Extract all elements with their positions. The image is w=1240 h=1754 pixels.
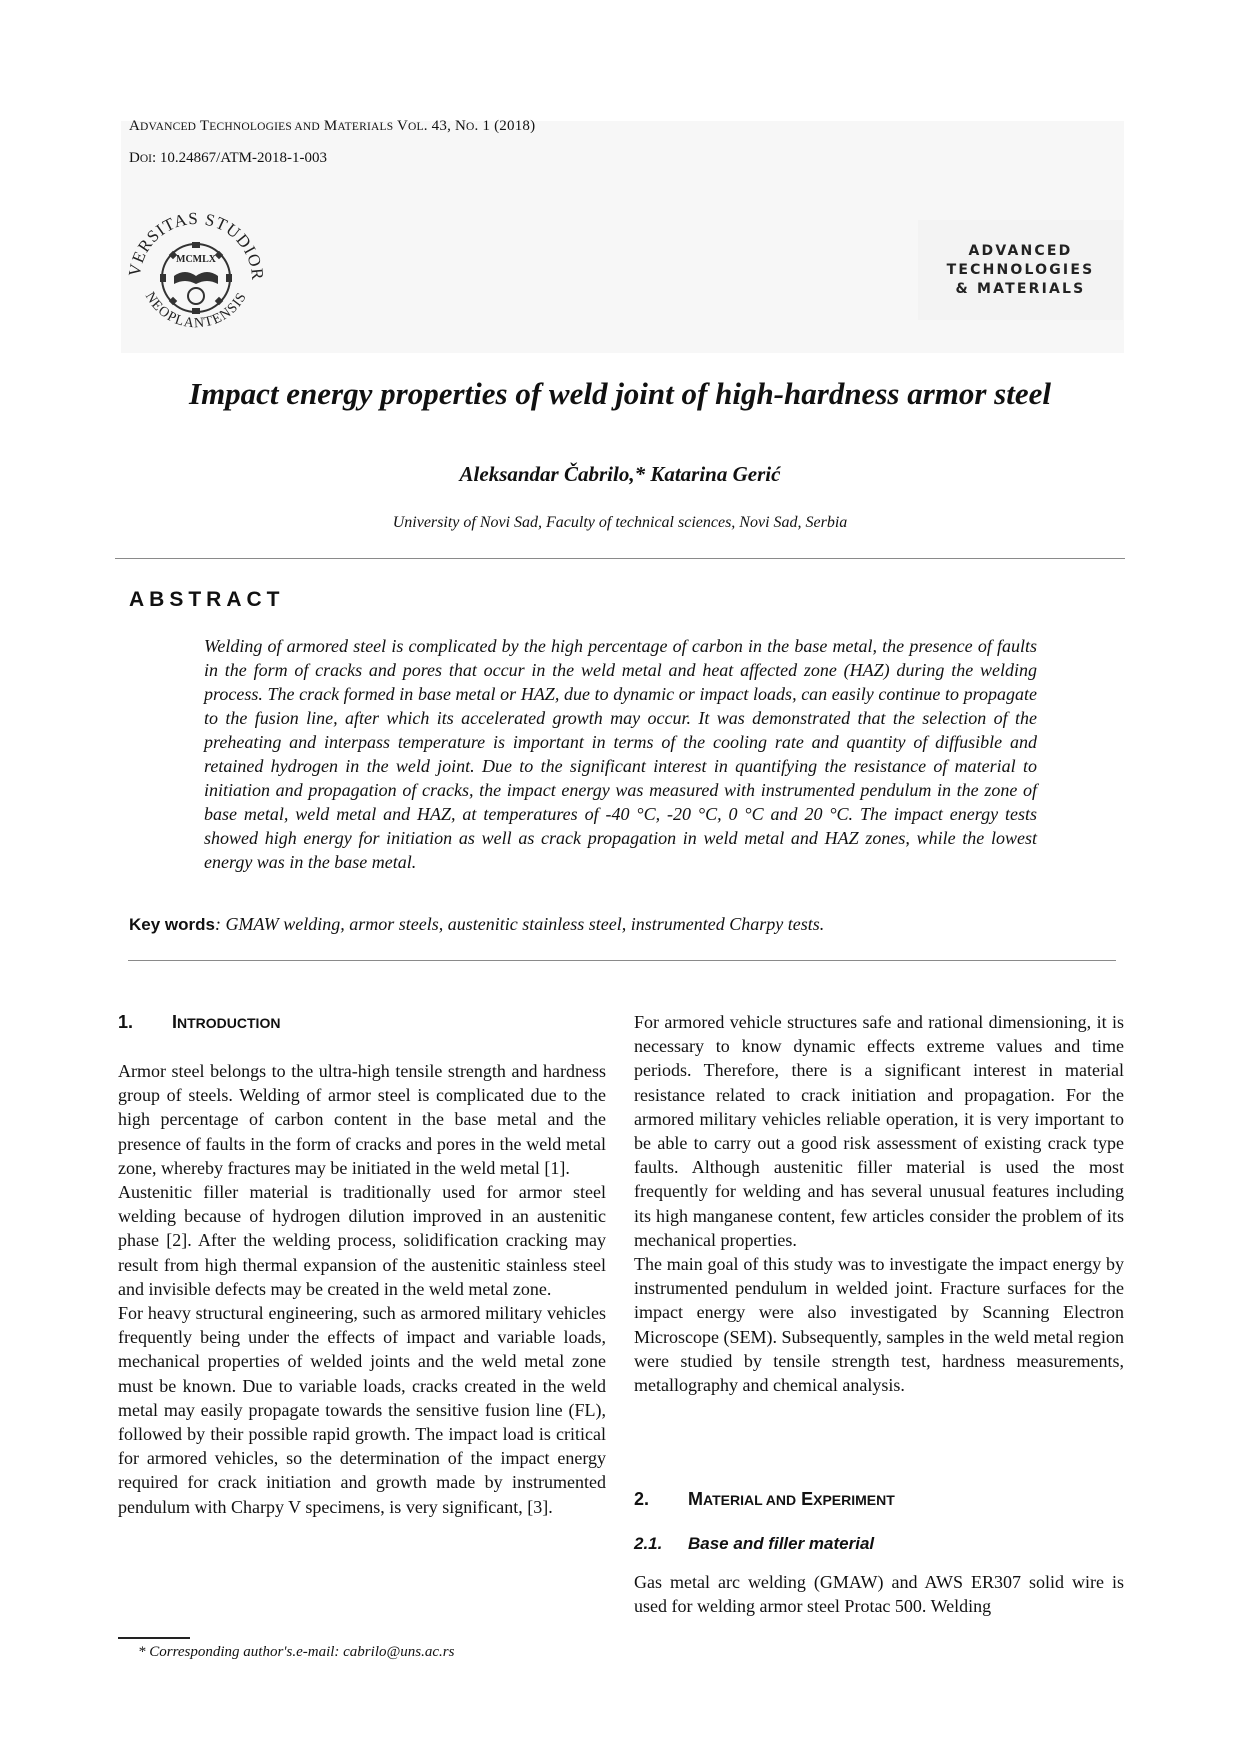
left-column xyxy=(118,1059,606,1519)
paragraph: The main goal of this study was to investigate the impact energy by instrumented pendulum in welded joint. Fracture surfaces for the impact energy were also investigated by Scanning Electron Microscope (SEM). Subsequently, samples in the weld metal region were studied by tensile strength test, hardness measurements, metallography and chemical analysis. xyxy=(634,1254,1124,1396)
paragraph: For armored vehicle structures safe and rational dimensioning, it is necessary to know dynamic effects extreme values and time periods. Therefore, there is a significant interest in material resistance related to crack initiation and propagation. For the armored military vehicles reliable operation, it is very important to be able to carry out a good risk assessment of existing crack type faults. Although austenitic filler material is used the most frequently for welding and has several unusual features including its high manganese content, few articles consider the problem of its mechanical properties. xyxy=(634,1012,1124,1250)
keywords-list: : GMAW welding, armor steels, austenitic stainless steel, instrumented Charpy tests. xyxy=(214,914,825,934)
paragraph: Armor steel belongs to the ultra-high tensile strength and hardness group of steels. Welding of armor steel is complicated due to the high percentage of carbon content in the base metal and the presence of faults in the form of cracks and pores in the weld metal zone, whereby fractures may be initiated in the weld metal [1]. xyxy=(118,1061,606,1178)
section-title: I xyxy=(172,1012,178,1032)
journal-citation xyxy=(129,118,535,135)
footnote-rule xyxy=(118,1637,190,1639)
right-column-continued xyxy=(634,1570,1124,1618)
section-number: 2. xyxy=(634,1489,650,1509)
doi-value: : 10.24867/ATM-2018-1-003 xyxy=(151,150,327,166)
abstract-heading: ABSTRACT xyxy=(129,588,285,611)
divider xyxy=(128,960,1116,961)
article-title: Impact energy properties of weld joint of high-hardness armor steel xyxy=(189,376,1051,411)
journal-word: A xyxy=(129,118,141,134)
footnote: * Corresponding author's.e-mail: cabrilo@uns.ac.rs xyxy=(138,1644,455,1660)
journal-word: T xyxy=(199,118,210,134)
logo-line: & MATERIALS xyxy=(955,280,1086,297)
seal-year: MCMLX xyxy=(176,254,216,265)
paragraph: Gas metal arc welding (GMAW) and AWS ER307 solid wire is used for welding armor steel Protac 500. Welding xyxy=(634,1572,1124,1617)
section-heading-material xyxy=(634,1489,895,1510)
journal-issue: . 1 (2018) xyxy=(474,118,536,134)
doi-label: OI xyxy=(139,153,152,165)
keywords xyxy=(129,914,1129,935)
journal-volume: . 43, xyxy=(423,118,455,134)
section-number: 1. xyxy=(118,1012,134,1032)
section-title: NTRODUCTION xyxy=(177,1015,281,1031)
journal-word: OL xyxy=(408,121,424,133)
logo-line: TECHNOLOGIES xyxy=(946,261,1095,278)
journal-word: ATERIALS xyxy=(337,121,394,133)
doi xyxy=(129,150,327,167)
subsection-number: 2.1. xyxy=(634,1534,663,1553)
abstract-text: Welding of armored steel is complicated by the high percentage of carbon in the base metal, the presence of faults in the form of cracks and pores that occur in the weld metal and heat affected zone (HAZ) during the welding process. The crack formed in base metal or HAZ, due to dynamic or impact loads, can easily continue to propagate to the fusion line, after which its accelerated growth may occur. It was demonstrated that the selection of the preheating and interpass temperature is important in terms of the cooling rate and quantity of diffusible and retained hydrogen in the weld joint. Due to the significant interest in quantifying the resistance of material to initiation and propagation of cracks, the impact energy was measured with instrumented pendulum in the zone of base metal, weld metal and HAZ, at temperatures of -40 °C, -20 °C, 0 °C and 20 °C. The impact energy tests showed high energy for initiation as well as crack propagation in weld metal and HAZ zones, while the lowest energy was in the base metal. xyxy=(204,636,1037,872)
subsection-title: Base and filler material xyxy=(688,1534,875,1553)
logo-line: ADVANCED xyxy=(968,242,1073,259)
journal-word: O xyxy=(466,121,475,133)
author-affiliation: University of Novi Sad, Faculty of technical sciences, Novi Sad, Serbia xyxy=(392,514,848,531)
section-title: XPERIMENT xyxy=(813,1492,895,1508)
journal-word: M xyxy=(323,118,338,134)
journal-word: N xyxy=(454,118,467,134)
section-title: M xyxy=(688,1489,703,1509)
right-column xyxy=(634,1010,1124,1397)
section-title: E xyxy=(801,1489,814,1509)
seal-bottom-text: NEOPLANTENSIS xyxy=(141,289,251,332)
article-authors: Aleksandar Čabrilo,* Katarina Gerić xyxy=(459,462,781,486)
journal-word: ECHNOLOGIES AND xyxy=(209,121,320,133)
subsection-heading xyxy=(634,1534,874,1554)
paragraph: For heavy structural engineering, such as armored military vehicles frequently being under the effects of impact and variable loads, mechanical properties of welded joints and the weld metal zone must be known. Due to variable loads, cracks created in the weld metal may easily propagate towards the sensitive fusion line (FL), followed by their possible rapid growth. The impact load is critical for armored vehicles, so the determination of the impact energy required for crack initiation and growth made by instrumented pendulum with Charpy V specimens, is very significant, [3]. xyxy=(118,1303,606,1517)
paragraph: Austenitic filler material is traditionally used for armor steel welding because of hydrogen dilution improved in an austenitic phase [2]. After the welding process, solidification cracking may result from high thermal expansion of the austenitic stainless steel and invisible defects may be created in the weld metal zone. xyxy=(118,1182,606,1299)
keywords-label: Key words xyxy=(129,915,215,934)
journal-word: DVANCED xyxy=(140,121,197,133)
university-seal-logo xyxy=(122,200,270,348)
seal-top-text: VERSITAS STUDIOR xyxy=(124,208,268,282)
section-heading-introduction xyxy=(118,1012,280,1033)
section-title: ATERIAL AND xyxy=(703,1492,797,1508)
divider xyxy=(115,558,1125,559)
journal-word: V xyxy=(397,118,409,134)
journal-logo xyxy=(918,220,1123,320)
doi-label: D xyxy=(129,150,140,166)
